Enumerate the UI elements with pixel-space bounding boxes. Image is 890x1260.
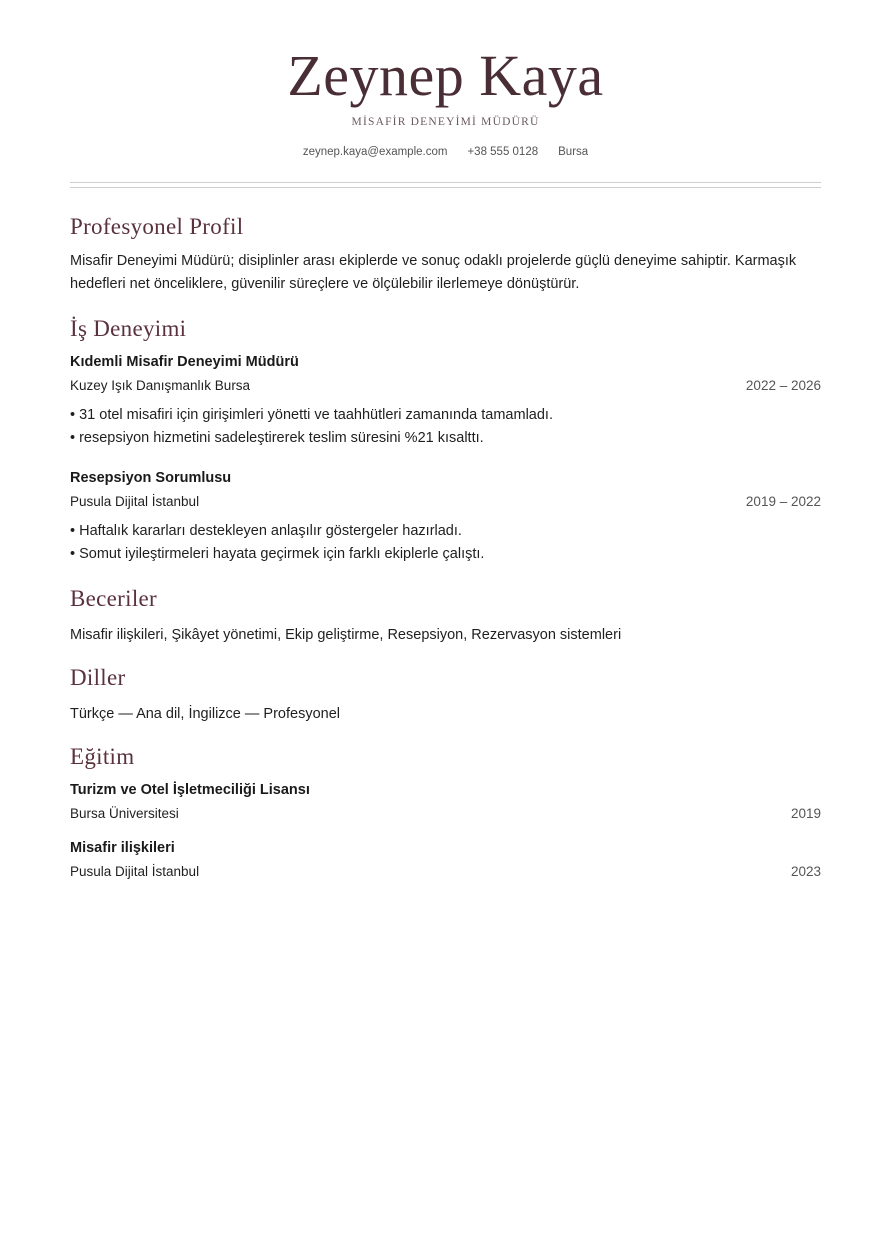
contact-email[interactable]: zeynep.kaya@example.com	[302, 146, 448, 158]
job-title: Resepsiyon Sorumlusu	[70, 470, 232, 486]
education-school: Bursa Üniversitesi	[70, 806, 179, 821]
section-title-languages: Diller	[70, 665, 126, 690]
education-degree: Turizm ve Otel İşletmeciliği Lisansı	[70, 782, 310, 798]
job-bullet: • 31 otel misafiri için girişimleri yönetti ve taahhütleri zamanında tamamladı.	[70, 407, 553, 423]
education-meta	[70, 862, 821, 882]
languages-list: Türkçe — Ana dil, İngilizce — Profesyonel	[70, 706, 340, 722]
job-dates: 2019 – 2022	[745, 494, 821, 509]
section-title-education: Eğitim	[70, 744, 135, 769]
job-bullets	[70, 520, 821, 566]
job-bullets	[70, 404, 821, 450]
job-entry	[70, 352, 821, 450]
job-bullet: • Haftalık kararları destekleyen anlaşılır göstergeler hazırladı.	[70, 523, 462, 539]
resume-header	[70, 0, 821, 158]
resume-page	[70, 0, 821, 882]
job-meta	[70, 492, 821, 512]
section-title-experience: İş Deneyimi	[70, 316, 187, 341]
job-company: Pusula Dijital İstanbul	[70, 494, 200, 509]
job-bullet: • Somut iyileştirmeleri hayata geçirmek için farklı ekiplerle çalıştı.	[70, 546, 485, 562]
contact-line	[70, 146, 821, 158]
education-degree: Misafir ilişkileri	[70, 840, 175, 856]
education-entry	[70, 838, 821, 882]
contact-city: Bursa	[558, 146, 589, 158]
contact-phone[interactable]: +38 555 0128	[467, 146, 539, 158]
header-divider	[70, 182, 821, 188]
job-title: Kıdemli Misafir Deneyimi Müdürü	[70, 354, 299, 370]
job-company: Kuzey Işık Danışmanlık Bursa	[70, 378, 251, 393]
candidate-role: MİSAFİR DENEYİMİ MÜDÜRÜ	[351, 116, 540, 128]
job-dates: 2022 – 2026	[745, 378, 821, 393]
education-entry	[70, 780, 821, 824]
education-meta	[70, 804, 821, 824]
job-meta	[70, 376, 821, 396]
education-school: Pusula Dijital İstanbul	[70, 864, 200, 879]
candidate-name: Zeynep Kaya	[287, 43, 604, 108]
education-year: 2023	[790, 864, 821, 879]
education-year: 2019	[790, 806, 821, 821]
job-bullet: • resepsiyon hizmetini sadeleştirerek teslim süresini %21 kısalttı.	[70, 430, 484, 446]
section-title-skills: Beceriler	[70, 586, 157, 611]
profile-summary: Misafir Deneyimi Müdürü; disiplinler arası ekiplerde ve sonuç odaklı projelerde güçlü deneyime sahiptir. Karmaşık hedefleri net önceliklere, güvenilir süreçlere ve ölçülebilir ilerlemeye dönüştürür.	[70, 253, 797, 292]
section-title-profile: Profesyonel Profil	[70, 214, 244, 239]
job-entry	[70, 468, 821, 566]
skills-list: Misafir ilişkileri, Şikâyet yönetimi, Ekip geliştirme, Resepsiyon, Rezervasyon sistemleri	[70, 627, 622, 643]
